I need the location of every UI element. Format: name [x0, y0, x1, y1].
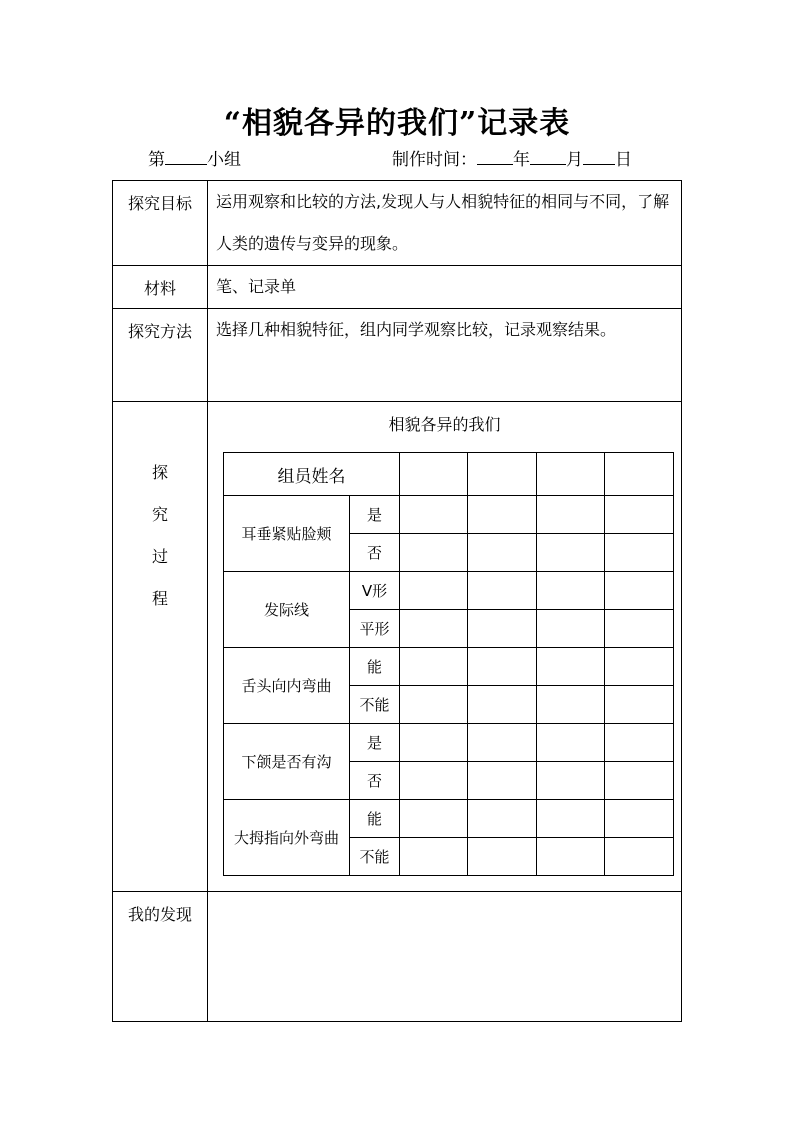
date-prefix: 制作时间：	[392, 150, 477, 170]
trait-option: V形	[350, 572, 400, 610]
record-cell[interactable]	[537, 800, 605, 838]
findings-label: 我的发现	[113, 892, 208, 1022]
record-cell[interactable]	[400, 534, 468, 572]
materials-text: 笔、记录单	[208, 266, 682, 309]
record-cell[interactable]	[400, 762, 468, 800]
method-text: 选择几种相貌特征，组内同学观察比较，记录观察结果。	[208, 309, 682, 402]
record-cell[interactable]	[605, 838, 674, 876]
trait-row	[224, 800, 674, 838]
member-name-cell[interactable]	[605, 453, 674, 496]
trait-row	[224, 724, 674, 762]
trait-row	[224, 572, 674, 610]
observation-table	[223, 452, 674, 876]
trait-option: 不能	[350, 686, 400, 724]
goal-text: 运用观察和比较的方法,发现人与人相貌特征的相同与不同，了解人类的遗传与变异的现象。	[208, 181, 682, 266]
record-cell[interactable]	[400, 800, 468, 838]
group-line	[148, 146, 241, 170]
process-char: 探	[151, 463, 168, 482]
member-name-cell[interactable]	[468, 453, 537, 496]
record-cell[interactable]	[605, 496, 674, 534]
materials-label: 材料	[113, 266, 208, 309]
record-cell[interactable]	[537, 496, 605, 534]
findings-row	[113, 892, 682, 1022]
method-label: 探究方法	[113, 309, 208, 402]
day-label: 日	[615, 150, 632, 170]
record-cell[interactable]	[468, 762, 537, 800]
record-cell[interactable]	[468, 534, 537, 572]
trait-row	[224, 648, 674, 686]
process-row	[113, 402, 682, 892]
record-cell[interactable]	[537, 762, 605, 800]
record-cell[interactable]	[400, 838, 468, 876]
record-cell[interactable]	[605, 610, 674, 648]
year-label: 年	[513, 150, 530, 170]
goal-label: 探究目标	[113, 181, 208, 266]
record-cell[interactable]	[468, 838, 537, 876]
record-cell[interactable]	[400, 686, 468, 724]
record-cell[interactable]	[537, 610, 605, 648]
process-label	[113, 402, 208, 892]
trait-option: 不能	[350, 838, 400, 876]
record-cell[interactable]	[468, 572, 537, 610]
trait-row	[224, 496, 674, 534]
record-cell[interactable]	[537, 686, 605, 724]
record-cell[interactable]	[468, 496, 537, 534]
record-cell[interactable]	[605, 686, 674, 724]
trait-name: 发际线	[224, 572, 350, 648]
record-cell[interactable]	[605, 762, 674, 800]
record-cell[interactable]	[400, 572, 468, 610]
materials-row	[113, 266, 682, 309]
trait-option: 是	[350, 724, 400, 762]
record-cell[interactable]	[537, 534, 605, 572]
year-blank[interactable]	[477, 146, 513, 165]
record-cell[interactable]	[605, 648, 674, 686]
group-number-blank[interactable]	[165, 146, 207, 165]
member-name-cell[interactable]	[400, 453, 468, 496]
trait-option: 平形	[350, 610, 400, 648]
process-char: 究	[151, 505, 168, 524]
record-cell[interactable]	[537, 572, 605, 610]
record-cell[interactable]	[400, 648, 468, 686]
day-blank[interactable]	[583, 146, 615, 165]
process-content	[208, 402, 682, 892]
record-cell[interactable]	[605, 800, 674, 838]
record-cell[interactable]	[468, 800, 537, 838]
goal-row	[113, 181, 682, 266]
trait-option: 否	[350, 534, 400, 572]
record-cell[interactable]	[468, 724, 537, 762]
month-blank[interactable]	[530, 146, 566, 165]
trait-option: 是	[350, 496, 400, 534]
record-cell[interactable]	[605, 534, 674, 572]
date-line	[392, 146, 632, 170]
process-char: 过	[151, 547, 168, 566]
record-cell[interactable]	[468, 686, 537, 724]
member-name-header: 组员姓名	[224, 453, 400, 496]
process-char: 程	[151, 589, 168, 608]
record-cell[interactable]	[537, 648, 605, 686]
member-name-cell[interactable]	[537, 453, 605, 496]
record-form	[112, 180, 682, 1022]
trait-option: 能	[350, 800, 400, 838]
trait-option: 否	[350, 762, 400, 800]
record-cell[interactable]	[537, 724, 605, 762]
record-cell[interactable]	[468, 648, 537, 686]
record-cell[interactable]	[605, 572, 674, 610]
observation-table-title: 相貌各异的我们	[388, 415, 501, 434]
record-cell[interactable]	[400, 724, 468, 762]
record-cell[interactable]	[537, 838, 605, 876]
group-suffix: 小组	[207, 150, 241, 170]
month-label: 月	[566, 150, 583, 170]
group-prefix: 第	[148, 150, 165, 170]
trait-name: 大拇指向外弯曲	[224, 800, 350, 876]
trait-option: 能	[350, 648, 400, 686]
trait-name: 下颌是否有沟	[224, 724, 350, 800]
record-cell[interactable]	[468, 610, 537, 648]
record-cell[interactable]	[605, 724, 674, 762]
header-row	[224, 453, 674, 496]
findings-text[interactable]	[208, 892, 682, 1022]
trait-name: 舌头向内弯曲	[224, 648, 350, 724]
record-cell[interactable]	[400, 496, 468, 534]
record-cell[interactable]	[400, 610, 468, 648]
method-row	[113, 309, 682, 402]
page-title: “相貌各异的我们”记录表	[223, 106, 571, 141]
trait-name: 耳垂紧贴脸颊	[224, 496, 350, 572]
